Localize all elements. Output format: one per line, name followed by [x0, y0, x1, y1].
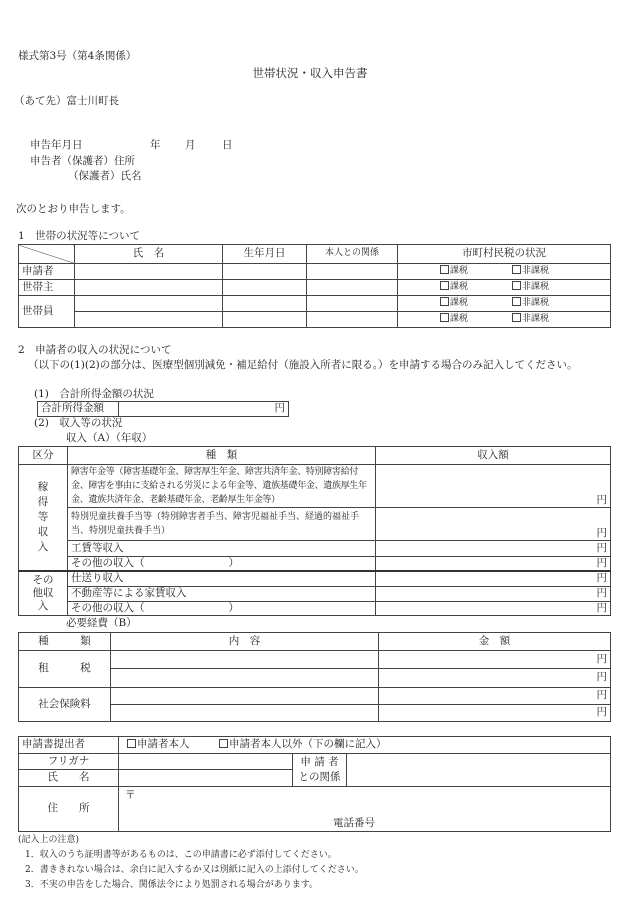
checkbox-self[interactable]	[127, 739, 136, 748]
header-name: 氏 名	[75, 245, 223, 264]
amount-field[interactable]	[376, 465, 611, 508]
checkbox-other[interactable]	[219, 739, 228, 748]
relation-field[interactable]	[307, 264, 398, 280]
checkbox[interactable]	[512, 281, 521, 290]
amount-field[interactable]	[379, 651, 611, 669]
birthdate-field[interactable]	[223, 296, 307, 312]
amount-field[interactable]	[376, 601, 611, 615]
section2-note: （以下の(1)(2)の部分は、医療型個別減免・補足給付（施設入所者に限る。）を申請する場合のみ記入してください。	[28, 359, 578, 371]
yen-label: 円	[596, 706, 607, 719]
page-title: 世帯状況・収入申告書	[252, 66, 368, 80]
yen-label: 円	[596, 671, 607, 684]
yen-label: 円	[596, 557, 607, 569]
earned-income-label: 稼得等収入	[37, 481, 49, 554]
note-item: 1．収入のうち証明書等があるものは、この申請書に必ず添付してください。	[25, 850, 337, 860]
tax-label: 租 税	[19, 651, 111, 688]
content-field[interactable]	[111, 688, 379, 705]
name-label: 氏 名	[19, 770, 119, 787]
total-income-table	[37, 401, 289, 417]
row-member: 世帯員	[19, 296, 75, 328]
amount-field[interactable]	[376, 541, 611, 557]
taxed-label: 課税	[450, 298, 469, 309]
declarant-name-label: （保護者）氏名	[68, 170, 142, 182]
intro-text: 次のとおり申告します。	[16, 203, 131, 215]
address-field[interactable]	[119, 787, 611, 832]
earned-income-category	[19, 465, 68, 572]
other-income-label: その他収入	[32, 573, 54, 612]
amount-field[interactable]	[379, 688, 611, 705]
year-label: 年	[150, 139, 161, 151]
submitter-table	[18, 736, 611, 832]
relation-label: 申 請 者 との関係	[293, 754, 347, 787]
name-field[interactable]	[75, 296, 223, 312]
checkbox[interactable]	[512, 265, 521, 274]
relation-field[interactable]	[307, 296, 398, 312]
name-field[interactable]	[75, 312, 223, 328]
yen-label: 円	[596, 587, 607, 600]
notes-heading: (記入上の注意)	[18, 835, 80, 845]
relation-field[interactable]	[347, 754, 611, 787]
header-type: 種 類	[68, 447, 376, 465]
content-field[interactable]	[111, 705, 379, 722]
income-item: その他の収入（ ）	[68, 601, 376, 615]
tax-checkboxes[interactable]	[398, 264, 611, 280]
declarant-address-label: 申告者（保護者）住所	[30, 155, 135, 167]
header-tax-status: 市町村民税の状況	[398, 245, 611, 264]
yen-label: 円	[274, 402, 285, 415]
month-label: 月	[185, 139, 196, 151]
amount-field[interactable]	[376, 508, 611, 541]
name-field[interactable]	[75, 280, 223, 296]
untaxed-label: 非課税	[522, 298, 550, 309]
relation-field[interactable]	[307, 312, 398, 328]
amount-field[interactable]	[376, 571, 611, 586]
sub1-heading: (1) 合計所得金額の状況	[34, 388, 154, 400]
amount-field[interactable]	[376, 557, 611, 572]
row-applicant: 申請者	[19, 264, 75, 280]
checkbox[interactable]	[512, 313, 521, 322]
checkbox[interactable]	[440, 265, 449, 274]
name-field[interactable]	[119, 770, 293, 787]
other-label: 申請者本人以外（下の欄に記入）	[229, 738, 387, 751]
checkbox[interactable]	[512, 297, 521, 306]
taxed-label: 課税	[450, 314, 469, 325]
untaxed-label: 非課税	[522, 314, 550, 325]
self-label: 申請者本人	[137, 738, 190, 751]
yen-label: 円	[596, 689, 607, 702]
header-type: 種 類	[19, 633, 111, 651]
yen-label: 円	[596, 572, 607, 585]
insurance-label: 社会保険料	[19, 688, 111, 722]
tax-checkboxes[interactable]	[398, 296, 611, 312]
yen-label: 円	[596, 493, 607, 506]
submitter-label: 申請書提出者	[19, 737, 119, 754]
amount-field[interactable]	[376, 586, 611, 601]
yen-label: 円	[596, 652, 607, 665]
birthdate-field[interactable]	[223, 264, 307, 280]
note-item: 2．書ききれない場合は、余白に記入するか又は別紙に記入の上添付してください。	[25, 865, 364, 875]
taxed-label: 課税	[450, 266, 469, 277]
household-table	[18, 244, 611, 328]
yen-label: 円	[596, 526, 607, 539]
yen-label: 円	[596, 601, 607, 614]
header-content: 内 容	[111, 633, 379, 651]
section2-heading: 2 申請者の収入の状況について	[18, 344, 172, 356]
income-item: 仕送り収入	[68, 571, 376, 586]
submitter-options[interactable]	[119, 737, 611, 754]
phone-label: 電話番号	[333, 816, 375, 829]
tax-checkboxes[interactable]	[398, 280, 611, 296]
header-relation: 本人との関係	[307, 245, 398, 264]
note-item: 3．不実の申告をした場合、関係法令により処罰される場合があります。	[25, 880, 319, 890]
untaxed-label: 非課税	[522, 282, 550, 293]
address-label: 住 所	[19, 787, 119, 832]
day-label: 日	[222, 139, 233, 151]
income-item: 不動産等による家賃収入	[68, 586, 376, 601]
yen-label: 円	[596, 541, 607, 554]
content-field[interactable]	[111, 651, 379, 669]
section1-heading: 1 世帯の状況等について	[18, 230, 140, 242]
header-category: 区分	[19, 447, 68, 465]
birthdate-field[interactable]	[223, 312, 307, 328]
birthdate-field[interactable]	[223, 280, 307, 296]
taxed-label: 課税	[450, 282, 469, 293]
postal-mark: 〒	[125, 789, 136, 801]
form-number: 様式第3号（第4条関係）	[18, 50, 137, 62]
amount-field[interactable]	[379, 705, 611, 722]
income-table	[18, 446, 611, 616]
expense-table	[18, 632, 611, 722]
header-amount: 収入額	[376, 447, 611, 465]
addressee: （あて先）富士川町長	[14, 95, 119, 107]
furigana-field[interactable]	[119, 754, 293, 770]
header-amount: 金 額	[379, 633, 611, 651]
tax-checkboxes[interactable]	[398, 312, 611, 328]
other-income-category	[19, 571, 68, 615]
income-item: 障害年金等（障害基礎年金、障害厚生年金、障害共済年金、特別障害給付金、障害を事由に支給される労災による年金等、遺族基礎年金、遺族厚生年金、遺族共済年金、老齢基礎年金、老齢厚生年金等）	[68, 465, 376, 508]
header-birthdate: 生年月日	[223, 245, 307, 264]
income-item: 工賃等収入	[68, 541, 376, 557]
checkbox[interactable]	[440, 281, 449, 290]
untaxed-label: 非課税	[522, 266, 550, 277]
income-item: 特別児童扶養手当等（特別障害者手当、障害児福祉手当、経過的福祉手当、特別児童扶養手当）	[68, 508, 376, 541]
row-head: 世帯主	[19, 280, 75, 296]
income-a-heading: 収入（A）（年収）	[66, 432, 153, 444]
relation-field[interactable]	[307, 280, 398, 296]
income-item: その他の収入（ ）	[68, 557, 376, 572]
total-income-label: 合計所得金額	[38, 402, 119, 417]
checkbox[interactable]	[440, 313, 449, 322]
sub2-heading: (2) 収入等の状況	[34, 417, 123, 429]
diagonal-cell	[19, 245, 75, 264]
furigana-label: フリガナ	[19, 754, 119, 770]
date-label: 申告年月日	[30, 139, 83, 151]
total-income-field[interactable]	[119, 402, 289, 417]
checkbox[interactable]	[440, 297, 449, 306]
name-field[interactable]	[75, 264, 223, 280]
content-field[interactable]	[111, 669, 379, 688]
expense-b-heading: 必要経費（B）	[66, 617, 137, 629]
amount-field[interactable]	[379, 669, 611, 688]
